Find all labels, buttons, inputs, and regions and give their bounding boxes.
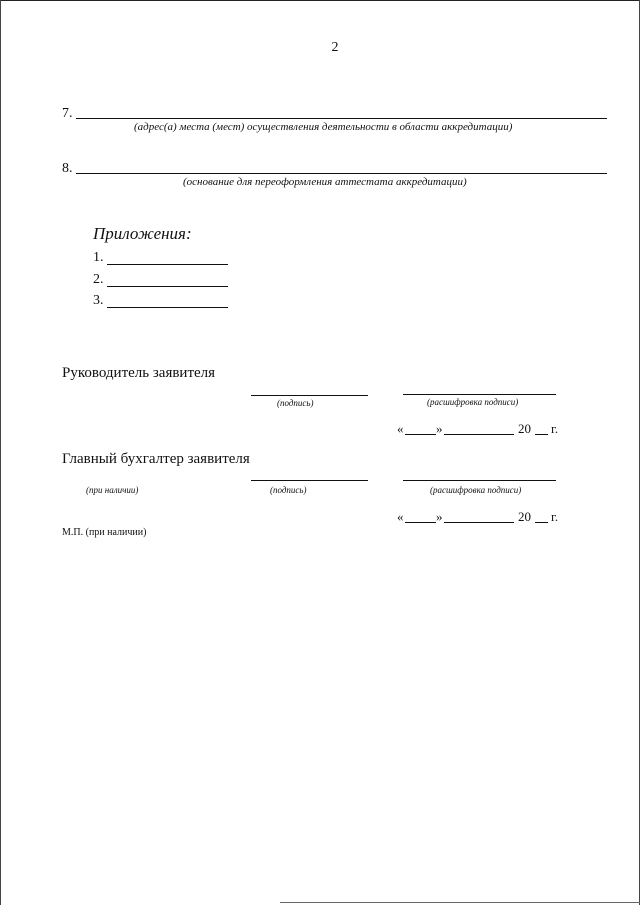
head-date-open-quote: « — [397, 421, 404, 436]
accountant-note: (при наличии) — [86, 485, 139, 495]
field-7-line[interactable] — [76, 118, 607, 119]
head-decode-caption: (расшифровка подписи) — [427, 397, 519, 407]
accountant-decode-line[interactable] — [403, 480, 556, 481]
head-date-year-line[interactable] — [535, 434, 548, 435]
field-7-caption: (адрес(а) места (мест) осуществления деятельности в области аккредитации) — [134, 121, 513, 133]
field-8-caption: (основание для переоформления аттестата аккредитации) — [183, 176, 467, 188]
field-8-number: 8. — [62, 161, 73, 176]
appendix-item-2-line[interactable] — [107, 286, 228, 287]
appendix-title: Приложения: — [93, 224, 192, 243]
head-date-year-suffix: г. — [551, 421, 559, 436]
accountant-date-year-prefix: 20 — [518, 509, 531, 524]
accountant-signature-caption: (подпись) — [270, 485, 307, 495]
accountant-date-year-line[interactable] — [535, 522, 548, 523]
stamp-label: М.П. (при наличии) — [62, 527, 147, 538]
head-date-year-prefix: 20 — [518, 421, 531, 436]
accountant-date-year-suffix: г. — [551, 509, 559, 524]
head-date-month-line[interactable] — [444, 434, 514, 435]
appendix-item-1-number: 1. — [93, 250, 104, 265]
accountant-date-month-line[interactable] — [444, 522, 514, 523]
head-decode-line[interactable] — [403, 394, 556, 395]
accountant-decode-caption: (расшифровка подписи) — [430, 485, 522, 495]
appendix-item-1-line[interactable] — [107, 264, 228, 265]
page-top-edge — [0, 0, 640, 1]
appendix-item-3-number: 3. — [93, 293, 104, 308]
head-title: Руководитель заявителя — [62, 365, 216, 381]
page-number: 2 — [331, 40, 339, 55]
accountant-title: Главный бухгалтер заявителя — [62, 451, 250, 467]
accountant-date-close-quote: » — [436, 509, 443, 524]
head-date-day-line[interactable] — [405, 434, 436, 435]
head-signature-caption: (подпись) — [277, 398, 314, 408]
appendix-item-2-number: 2. — [93, 272, 104, 287]
field-8-line[interactable] — [76, 173, 607, 174]
page-bottom-edge — [280, 902, 640, 903]
head-date-close-quote: » — [436, 421, 443, 436]
accountant-signature-line[interactable] — [251, 480, 368, 481]
head-signature-line[interactable] — [251, 395, 368, 396]
field-7-number: 7. — [62, 106, 73, 121]
appendix-item-3-line[interactable] — [107, 307, 228, 308]
page-left-edge — [0, 0, 1, 905]
accountant-date-open-quote: « — [397, 509, 404, 524]
accountant-date-day-line[interactable] — [405, 522, 436, 523]
